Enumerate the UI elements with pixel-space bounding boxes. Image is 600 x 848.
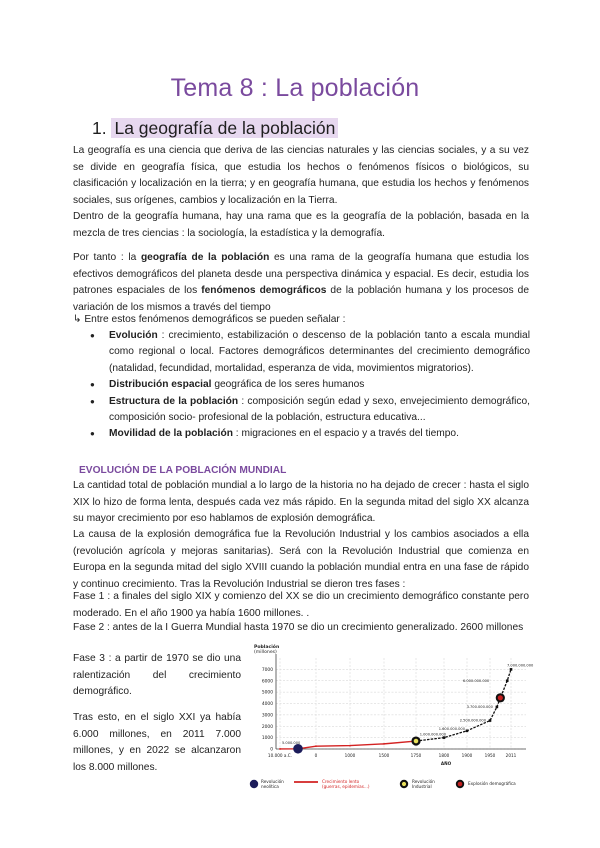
list-item: [88, 394, 530, 427]
marker-explosion-core: [498, 695, 503, 700]
data-annotation: 6.000.000.000: [462, 678, 490, 683]
list-item: [88, 426, 530, 442]
population-chart: [246, 636, 536, 828]
list-item-term: Evolución: [109, 330, 158, 341]
data-annotation: 7.000.000.000: [507, 663, 534, 668]
series-point-slow: [279, 748, 281, 750]
series-point-explosion: [496, 706, 499, 709]
population-chart-svg: [246, 636, 536, 828]
x-axis-label: AÑO: [440, 761, 452, 766]
list-item: [88, 328, 530, 377]
y-tick-label: 3000: [261, 713, 273, 719]
y-tick-label: 4000: [261, 702, 273, 708]
paragraph-definition: [73, 250, 529, 316]
def-text-a: Por tanto : la: [73, 252, 141, 263]
legend-label-slow-2: (guerras, epidemias...): [322, 784, 370, 789]
section-number: 1.: [92, 118, 107, 138]
data-annotation: 1.600.000.000: [438, 726, 465, 731]
x-tick-label: 1950: [484, 753, 496, 758]
paragraph-branch: Dentro de la geografía humana, hay una rama que es la geografía de la población, basada en la mezcla de tres ciencias : la sociología, la estadística y la demografía.: [73, 211, 529, 239]
x-tick-label: 0: [314, 753, 318, 758]
y-axis-label: Población: [254, 645, 280, 650]
legend-label-explosion: Explosión demográfica: [468, 781, 516, 786]
series-point-explosion: [466, 730, 469, 733]
list-item-text: geográfica de los seres humanos: [211, 379, 365, 391]
marker-industrial-core: [414, 739, 419, 744]
x-tick-label: 1500: [378, 753, 390, 758]
phenomena-list: [88, 328, 530, 443]
y-tick-label: 0: [270, 747, 273, 753]
x-tick-label: 10.000 a.C.: [267, 753, 293, 758]
section-title: La geografía de la población: [111, 118, 338, 138]
y-tick-label: 7000: [261, 667, 273, 673]
marker-neolithic: [293, 744, 303, 754]
legend-label-neolithic-2: neolítica: [261, 784, 279, 789]
x-tick-label: 2011: [505, 753, 517, 758]
list-item-term: Movilidad de la población: [109, 428, 233, 440]
legend-symbol-neolithic: [250, 780, 258, 788]
series-point-explosion: [510, 668, 513, 671]
data-annotation: 3.700.000.000: [466, 704, 493, 709]
paragraph-evolution: La cantidad total de población mundial a lo largo de la historia no ha dejado de crecer : hasta el siglo XIX lo hizo de forma lenta, después cada vez más rápido. En la segunda mitad del siglo XX alcanza su mayor crecimiento por eso hablamos de explosión demográfica.: [73, 480, 529, 525]
list-item-text: : composición según edad y sexo, envejecimiento demográfico, composición socio- profesional de la población, estructura educativa...: [109, 395, 531, 424]
list-item-term: Distribución espacial: [109, 379, 212, 391]
x-tick-label: 1000: [344, 753, 356, 758]
data-annotation: 2.500.000.000: [459, 718, 486, 723]
data-annotation: 5.000.000: [282, 740, 301, 745]
x-tick-label: 1800: [438, 753, 450, 758]
paragraph-intro: La geografía es una ciencia que deriva de las ciencias naturales y las ciencias sociales, y a su vez se divide en geografía física, que estudia los hechos o fenómenos físicos o biológicos, su clasificación y localización en la tierra; y en geografía humana, que estudia los hechos y fenómenos sociales, sus orígenes, cambios y localización en la Tierra.: [73, 145, 529, 206]
data-annotation: 1.000.000.000: [419, 732, 446, 737]
list-item-term: Estructura de la población: [109, 395, 239, 407]
legend-label-industrial-1: Revolución: [412, 779, 435, 784]
legend-label-neolithic-1: Revolución: [261, 779, 284, 784]
paragraph-phenomena-intro: ↳ Entre estos fenómenos demográficos se pueden señalar :: [73, 314, 346, 325]
y-tick-label: 5000: [261, 690, 273, 696]
def-text-e: de la población humana y los procesos de variación de los mismos a través del tiempo: [73, 285, 530, 313]
page-title: Tema 8 : La población: [170, 74, 420, 102]
paragraph-phase2: Fase 2 : antes de la I Guerra Mundial hasta 1970 se dio un crecimiento generalizado. 2600 millones: [73, 622, 524, 633]
series-point-slow: [349, 745, 351, 747]
def-text-c: es una rama de la geografía humana que estudia los efectivos demográficos del planeta desde una perspectiva dinámica y espacial. Es decir, estudia los patrones espaciales de los: [73, 252, 529, 297]
legend-label-industrial-2: Industrial: [412, 784, 432, 789]
y-axis-label-unit: (millones): [254, 650, 277, 655]
y-tick-label: 1000: [261, 736, 273, 742]
legend-symbol-industrial-core: [402, 782, 406, 786]
def-term-fenomenos: fenómenos demográficos: [201, 285, 327, 297]
series-point-explosion: [443, 736, 446, 739]
paragraph-phase1: Fase 1 : a finales del siglo XIX y comienzo del XX se dio un crecimiento demográfico constante pero moderado. En el año 1900 ya había 1600 millones. .: [73, 591, 529, 619]
legend-label-slow-1: Crecimiento lento: [322, 779, 360, 784]
x-tick-label: 1900: [461, 753, 473, 758]
list-item-text: : migraciones en el espacio y a través del tiempo.: [232, 428, 459, 440]
list-item-text: : crecimiento, estabilización o descenso de la población tanto a escala mundial como regional o local. Factores demográficos determinantes del crecimiento demográfico (natalidad, fecundidad, mortalidad, esperanza de vida, movimientos migratorios).: [109, 330, 530, 374]
series-point-explosion: [489, 719, 492, 722]
section-heading: [92, 118, 338, 139]
subsection-heading: EVOLUCIÓN DE LA POBLACIÓN MUNDIAL: [79, 465, 287, 476]
legend-symbol-explosion-core: [458, 782, 463, 787]
paragraph-present: Tras esto, en el siglo XXI ya había 6.000 millones, en 2011 7.000 millones, y en 2022 se alcanzaron los 8.000 millones.: [73, 712, 241, 773]
y-tick-label: 6000: [261, 679, 273, 685]
paragraph-phase3: Fase 3 : a partir de 1970 se dio una ralentización del crecimiento demográfico.: [73, 653, 241, 698]
series-point-slow: [315, 745, 317, 747]
paragraph-cause: La causa de la explosión demográfica fue la Revolución Industrial y los cambios asociados a ella (revolución agrícola y mejoras sanitarias). Será con la Revolución Industrial que comienza en Europa en la segunda mitad del siglo XVIII cuando la población mundial entra en una fase de rápido y continuo crecimiento. Tras la Revolución Industrial se dieron tres fases :: [73, 529, 529, 590]
list-item: [88, 377, 530, 393]
def-term-geografia: geografía de la población: [140, 252, 270, 263]
x-tick-label: 1750: [410, 753, 422, 758]
series-point-explosion: [506, 679, 509, 682]
y-tick-label: 2000: [261, 724, 273, 730]
series-point-slow: [383, 743, 385, 745]
